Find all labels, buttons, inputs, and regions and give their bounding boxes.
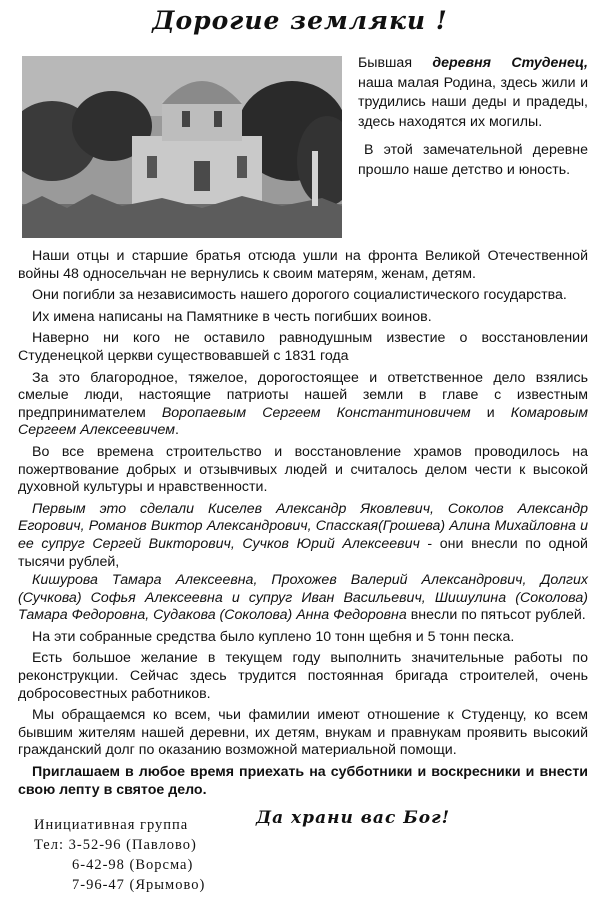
invitation-paragraph: Приглашаем в любое время приехать на субботники и воскресники и внести свою лепту в святое дело. (18, 764, 588, 798)
paragraph: Они погибли за независимость нашего дорогого социалистического государства. (32, 287, 567, 304)
donor-names: Кишурова Тамара Алексеевна, Прохожев Валерий Александрович, Долгих (Сучкова) Софья Алексеевна и супруг Иван Васильевич, Шишулина (Соколова) Тамара Федоровна, Судакова (Соколова) Анна Федоровна (18, 572, 588, 624)
blessing: Да храни вас Бог! (256, 808, 451, 828)
page-title: Дорогие земляки ! (152, 6, 448, 35)
paragraph: Есть большое желание в текущем году выполнить значительные работы по реконструкции. Сейчас здесь трудится постоянная бригада строителей, очень добросовестных работников. (18, 650, 588, 702)
donor-names: Первым это сделали Киселев Александр Яковлевич, Соколов Александр Егорович, Романов Виктор Александрович, Спасская(Грошева) Алина Михайловна и ее супруг Сергей Викторович, Сучков Юрий Алексеевич (18, 500, 588, 552)
paragraph (18, 572, 588, 625)
initiative-group: Инициативная группа (34, 817, 189, 833)
signature-block (34, 815, 205, 895)
paragraph: Во все времена строительство и восстановление храмов проводилось на пожертвование добрых и отзывчивых людей и считалось делом чести к высокой духовной культуры и нравственности. (18, 443, 588, 496)
text-span: внесли по пятьсот рублей. (406, 607, 586, 624)
paragraph (18, 370, 588, 440)
phone-line (34, 835, 205, 855)
paragraph (18, 501, 588, 571)
text-span: и (470, 404, 511, 421)
phone-line (34, 855, 205, 875)
paragraph: На эти собранные средства было куплено 10 тонн щебня и 5 тонн песка. (32, 628, 515, 645)
phone-number: 3-52-96 (Павлово) (68, 837, 197, 853)
paragraph: Мы обращаемся ко всем, чьи фамилии имеют отношение к Студенцу, ко всем бывшим жителям нашей деревни, их детям, внукам и правнукам проявить высокий гражданский долг по оказанию возможной материальной помощи. (18, 707, 588, 759)
paragraph: Их имена написаны на Памятнике в честь погибших воинов. (32, 308, 432, 325)
person-name: Комаровым Сергеем Алексеевичем (18, 404, 588, 439)
text-span: - они внесли по одной тысячи рублей, (18, 535, 588, 570)
intro-text-span: Бывшая (358, 55, 433, 71)
paragraph: Наверно ни кого не оставило равнодушным известие о восстановлении Студенецкой церкви существовавшей с 1831 года (18, 330, 588, 364)
intro-paragraph-1 (358, 54, 588, 132)
village-name: деревня Студенец, (432, 55, 588, 71)
text-span: За это благородное, тяжелое, дорогостоящее и ответственное дело взялись смелые люди, настоящие патриоты нашей земли в главе с известным предпринимателем (18, 369, 588, 421)
church-ruin-image (22, 56, 342, 238)
person-name: Воропаевым Сергеем Константиновичем (161, 404, 471, 421)
phone-number: 6-42-98 (Ворсма) (72, 857, 194, 873)
paragraph: Наши отцы и старшие братья отсюда ушли на фронта Великой Отечественной войны 48 односельчан не вернулись к своим матерям, женам, детям. (18, 248, 588, 282)
main-text (18, 248, 588, 803)
intro-text-span: наша малая Родина, здесь жили и трудились наши деды и прадеды, здесь находятся их могилы. (358, 74, 588, 130)
phone-line (34, 875, 205, 895)
intro-text (358, 54, 588, 189)
intro-paragraph-2: В этой замечательной деревне прошло наше детство и юность. (358, 142, 588, 178)
phone-number: 7-96-47 (Ярымово) (72, 877, 206, 893)
phone-prefix: Тел: (34, 837, 69, 853)
church-photo (22, 56, 342, 238)
text-span: . (175, 422, 179, 439)
